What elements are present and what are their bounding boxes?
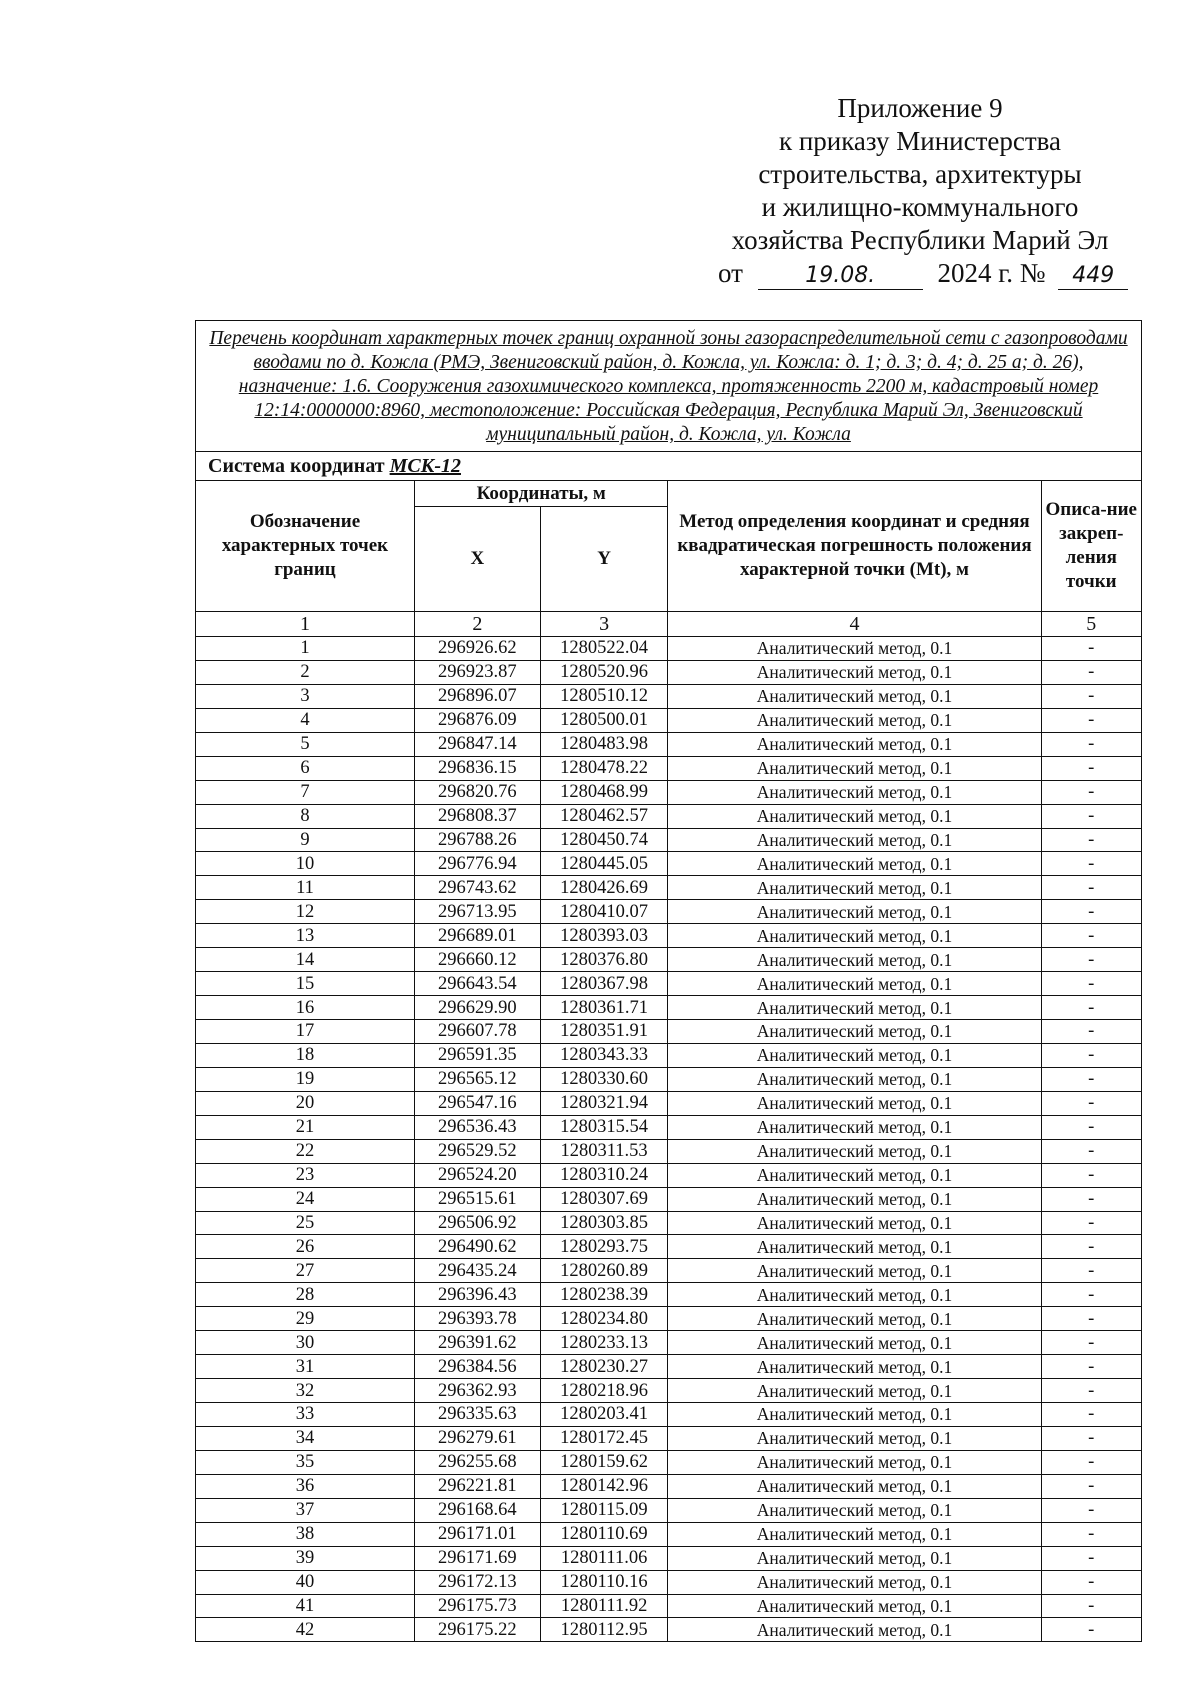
cell-method: Аналитический метод, 0.1	[668, 684, 1041, 708]
cell-description: -	[1041, 804, 1141, 828]
cell-y: 1280142.96	[540, 1474, 668, 1498]
cell-y: 1280311.53	[540, 1139, 668, 1163]
header-x: X	[414, 507, 540, 612]
cell-x: 296643.54	[414, 972, 540, 996]
cell-x: 296172.13	[414, 1570, 540, 1594]
cell-y: 1280293.75	[540, 1235, 668, 1259]
table-row	[196, 732, 1141, 756]
cell-x: 296168.64	[414, 1498, 540, 1522]
year-text: 2024 г. №	[937, 258, 1046, 288]
cell-method: Аналитический метод, 0.1	[668, 1139, 1041, 1163]
cell-y: 1280307.69	[540, 1187, 668, 1211]
cell-point: 23	[196, 1163, 414, 1187]
cell-description: -	[1041, 1331, 1141, 1355]
cell-method: Аналитический метод, 0.1	[668, 1546, 1041, 1570]
column-number: 2	[414, 612, 540, 637]
cell-description: -	[1041, 1211, 1141, 1235]
column-number: 3	[540, 612, 668, 637]
cell-description: -	[1041, 684, 1141, 708]
header-y: Y	[540, 507, 668, 612]
table-row	[196, 756, 1141, 780]
cell-x: 296529.52	[414, 1139, 540, 1163]
cell-description: -	[1041, 852, 1141, 876]
cell-y: 1280233.13	[540, 1331, 668, 1355]
cell-method: Аналитический метод, 0.1	[668, 948, 1041, 972]
cell-x: 296393.78	[414, 1307, 540, 1331]
cell-method: Аналитический метод, 0.1	[668, 876, 1041, 900]
cell-description: -	[1041, 948, 1141, 972]
cell-x: 296926.62	[414, 637, 540, 661]
cell-x: 296175.22	[414, 1618, 540, 1641]
cell-method: Аналитический метод, 0.1	[668, 972, 1041, 996]
table-row	[196, 1522, 1141, 1546]
cell-point: 19	[196, 1067, 414, 1091]
cell-y: 1280111.92	[540, 1594, 668, 1618]
column-number: 5	[1041, 612, 1141, 637]
cell-y: 1280110.69	[540, 1522, 668, 1546]
table-row	[196, 1139, 1141, 1163]
cell-y: 1280468.99	[540, 780, 668, 804]
cell-point: 39	[196, 1546, 414, 1570]
cell-point: 9	[196, 828, 414, 852]
table-row	[196, 1115, 1141, 1139]
cell-point: 13	[196, 924, 414, 948]
table-row	[196, 900, 1141, 924]
cell-x: 296776.94	[414, 852, 540, 876]
cell-method: Аналитический метод, 0.1	[668, 828, 1041, 852]
cell-y: 1280310.24	[540, 1163, 668, 1187]
cell-method: Аналитический метод, 0.1	[668, 1498, 1041, 1522]
table-row	[196, 1187, 1141, 1211]
appendix-line: строительства, архитектуры	[758, 159, 1082, 189]
cell-method: Аналитический метод, 0.1	[668, 1618, 1041, 1641]
cell-x: 296279.61	[414, 1426, 540, 1450]
table-row	[196, 1283, 1141, 1307]
coordinate-system-value: МСК-12	[389, 455, 461, 477]
table-row	[196, 1570, 1141, 1594]
cell-x: 296689.01	[414, 924, 540, 948]
coordinate-system-label: Система координат	[208, 455, 385, 477]
cell-y: 1280218.96	[540, 1379, 668, 1403]
table-row	[196, 996, 1141, 1020]
cell-x: 296565.12	[414, 1067, 540, 1091]
table-row	[196, 1331, 1141, 1355]
table-row	[196, 1379, 1141, 1403]
cell-y: 1280230.27	[540, 1355, 668, 1379]
cell-y: 1280376.80	[540, 948, 668, 972]
cell-x: 296836.15	[414, 756, 540, 780]
cell-point: 16	[196, 996, 414, 1020]
cell-method: Аналитический метод, 0.1	[668, 660, 1041, 684]
cell-method: Аналитический метод, 0.1	[668, 1474, 1041, 1498]
cell-y: 1280426.69	[540, 876, 668, 900]
table-row	[196, 804, 1141, 828]
cell-x: 296490.62	[414, 1235, 540, 1259]
cell-method: Аналитический метод, 0.1	[668, 780, 1041, 804]
table-row	[196, 1426, 1141, 1450]
cell-point: 5	[196, 732, 414, 756]
cell-x: 296515.61	[414, 1187, 540, 1211]
date-prefix: от	[718, 258, 743, 288]
cell-method: Аналитический метод, 0.1	[668, 1522, 1041, 1546]
coordinate-system-line	[196, 452, 1141, 481]
cell-y: 1280361.71	[540, 996, 668, 1020]
cell-x: 296384.56	[414, 1355, 540, 1379]
cell-description: -	[1041, 1020, 1141, 1044]
cell-method: Аналитический метод, 0.1	[668, 1259, 1041, 1283]
cell-method: Аналитический метод, 0.1	[668, 1570, 1041, 1594]
cell-x: 296820.76	[414, 780, 540, 804]
cell-method: Аналитический метод, 0.1	[668, 1426, 1041, 1450]
cell-method: Аналитический метод, 0.1	[668, 1067, 1041, 1091]
cell-description: -	[1041, 900, 1141, 924]
cell-x: 296788.26	[414, 828, 540, 852]
appendix-line: Приложение 9	[837, 93, 1003, 123]
cell-description: -	[1041, 756, 1141, 780]
cell-method: Аналитический метод, 0.1	[668, 996, 1041, 1020]
cell-y: 1280500.01	[540, 708, 668, 732]
cell-point: 36	[196, 1474, 414, 1498]
cell-point: 27	[196, 1259, 414, 1283]
cell-x: 296536.43	[414, 1115, 540, 1139]
table-row	[196, 1618, 1141, 1641]
cell-x: 296591.35	[414, 1043, 540, 1067]
cell-description: -	[1041, 1187, 1141, 1211]
table-row	[196, 660, 1141, 684]
cell-point: 8	[196, 804, 414, 828]
cell-description: -	[1041, 1259, 1141, 1283]
appendix-line: к приказу Министерства	[778, 126, 1062, 156]
cell-x: 296896.07	[414, 684, 540, 708]
cell-x: 296255.68	[414, 1450, 540, 1474]
table-row	[196, 1259, 1141, 1283]
table-row	[196, 948, 1141, 972]
cell-y: 1280234.80	[540, 1307, 668, 1331]
cell-description: -	[1041, 1115, 1141, 1139]
cell-method: Аналитический метод, 0.1	[668, 804, 1041, 828]
cell-x: 296923.87	[414, 660, 540, 684]
cell-y: 1280330.60	[540, 1067, 668, 1091]
cell-x: 296221.81	[414, 1474, 540, 1498]
table-row	[196, 1450, 1141, 1474]
cell-point: 21	[196, 1115, 414, 1139]
cell-x: 296391.62	[414, 1331, 540, 1355]
table-row	[196, 1403, 1141, 1427]
cell-description: -	[1041, 1091, 1141, 1115]
cell-y: 1280203.41	[540, 1403, 668, 1427]
cell-description: -	[1041, 876, 1141, 900]
cell-x: 296743.62	[414, 876, 540, 900]
table-row	[196, 1474, 1141, 1498]
cell-x: 296629.90	[414, 996, 540, 1020]
cell-description: -	[1041, 1043, 1141, 1067]
cell-x: 296660.12	[414, 948, 540, 972]
cell-method: Аналитический метод, 0.1	[668, 1115, 1041, 1139]
cell-y: 1280238.39	[540, 1283, 668, 1307]
order-date-line	[700, 257, 1140, 290]
cell-point: 29	[196, 1307, 414, 1331]
cell-point: 41	[196, 1594, 414, 1618]
table-row	[196, 637, 1141, 661]
cell-y: 1280450.74	[540, 828, 668, 852]
cell-x: 296362.93	[414, 1379, 540, 1403]
cell-method: Аналитический метод, 0.1	[668, 1331, 1041, 1355]
appendix-line: и жилищно-коммунального	[761, 192, 1079, 222]
table-row	[196, 1355, 1141, 1379]
table-row	[196, 1067, 1141, 1091]
cell-description: -	[1041, 1426, 1141, 1450]
cell-description: -	[1041, 996, 1141, 1020]
cell-description: -	[1041, 1163, 1141, 1187]
cell-point: 12	[196, 900, 414, 924]
cell-point: 26	[196, 1235, 414, 1259]
cell-x: 296547.16	[414, 1091, 540, 1115]
cell-description: -	[1041, 1067, 1141, 1091]
handwritten-order-number: 449	[1058, 263, 1128, 290]
cell-y: 1280410.07	[540, 900, 668, 924]
cell-x: 296175.73	[414, 1594, 540, 1618]
table-row	[196, 1307, 1141, 1331]
cell-point: 35	[196, 1450, 414, 1474]
cell-y: 1280351.91	[540, 1020, 668, 1044]
cell-description: -	[1041, 1450, 1141, 1474]
cell-x: 296396.43	[414, 1283, 540, 1307]
cell-method: Аналитический метод, 0.1	[668, 1091, 1041, 1115]
cell-point: 24	[196, 1187, 414, 1211]
cell-y: 1280115.09	[540, 1498, 668, 1522]
cell-y: 1280321.94	[540, 1091, 668, 1115]
cell-point: 30	[196, 1331, 414, 1355]
cell-method: Аналитический метод, 0.1	[668, 1187, 1041, 1211]
cell-description: -	[1041, 708, 1141, 732]
cell-x: 296847.14	[414, 732, 540, 756]
cell-y: 1280393.03	[540, 924, 668, 948]
cell-point: 10	[196, 852, 414, 876]
cell-method: Аналитический метод, 0.1	[668, 1020, 1041, 1044]
table-row	[196, 828, 1141, 852]
table-row	[196, 684, 1141, 708]
cell-x: 296435.24	[414, 1259, 540, 1283]
cell-y: 1280303.85	[540, 1211, 668, 1235]
cell-y: 1280110.16	[540, 1570, 668, 1594]
cell-description: -	[1041, 1498, 1141, 1522]
cell-description: -	[1041, 637, 1141, 661]
column-number: 4	[668, 612, 1041, 637]
cell-method: Аналитический метод, 0.1	[668, 1283, 1041, 1307]
cell-x: 296607.78	[414, 1020, 540, 1044]
cell-y: 1280510.12	[540, 684, 668, 708]
cell-method: Аналитический метод, 0.1	[668, 1235, 1041, 1259]
cell-description: -	[1041, 660, 1141, 684]
cell-point: 28	[196, 1283, 414, 1307]
cell-y: 1280112.95	[540, 1618, 668, 1641]
cell-x: 296876.09	[414, 708, 540, 732]
cell-description: -	[1041, 1379, 1141, 1403]
cell-description: -	[1041, 780, 1141, 804]
cell-point: 37	[196, 1498, 414, 1522]
table-row	[196, 1211, 1141, 1235]
cell-method: Аналитический метод, 0.1	[668, 1379, 1041, 1403]
cell-description: -	[1041, 1307, 1141, 1331]
cell-description: -	[1041, 1403, 1141, 1427]
cell-y: 1280260.89	[540, 1259, 668, 1283]
cell-y: 1280159.62	[540, 1450, 668, 1474]
cell-point: 17	[196, 1020, 414, 1044]
cell-description: -	[1041, 1522, 1141, 1546]
cell-point: 25	[196, 1211, 414, 1235]
table-row	[196, 924, 1141, 948]
table-row	[196, 1020, 1141, 1044]
table-row	[196, 1498, 1141, 1522]
cell-point: 42	[196, 1618, 414, 1641]
cell-x: 296171.01	[414, 1522, 540, 1546]
table-row	[196, 708, 1141, 732]
cell-method: Аналитический метод, 0.1	[668, 1163, 1041, 1187]
cell-method: Аналитический метод, 0.1	[668, 756, 1041, 780]
table-row	[196, 1163, 1141, 1187]
cell-method: Аналитический метод, 0.1	[668, 1450, 1041, 1474]
cell-y: 1280445.05	[540, 852, 668, 876]
cell-description: -	[1041, 1546, 1141, 1570]
cell-description: -	[1041, 1618, 1141, 1641]
cell-x: 296713.95	[414, 900, 540, 924]
table-row	[196, 876, 1141, 900]
header-method: Метод определения координат и средняя квадратическая погрешность положения характерной точки (Mt), м	[668, 481, 1041, 612]
handwritten-date: 19.08.	[758, 263, 923, 290]
table-body	[196, 637, 1141, 1642]
cell-y: 1280462.57	[540, 804, 668, 828]
coordinates-table	[196, 481, 1141, 1641]
cell-y: 1280343.33	[540, 1043, 668, 1067]
cell-point: 7	[196, 780, 414, 804]
table-row	[196, 1043, 1141, 1067]
cell-description: -	[1041, 972, 1141, 996]
cell-x: 296506.92	[414, 1211, 540, 1235]
cell-point: 15	[196, 972, 414, 996]
cell-method: Аналитический метод, 0.1	[668, 1043, 1041, 1067]
cell-y: 1280478.22	[540, 756, 668, 780]
cell-y: 1280315.54	[540, 1115, 668, 1139]
cell-method: Аналитический метод, 0.1	[668, 732, 1041, 756]
cell-method: Аналитический метод, 0.1	[668, 1355, 1041, 1379]
header-coords: Координаты, м	[414, 481, 668, 507]
cell-y: 1280172.45	[540, 1426, 668, 1450]
cell-method: Аналитический метод, 0.1	[668, 1307, 1041, 1331]
appendix-line: хозяйства Республики Марий Эл	[731, 225, 1109, 255]
cell-x: 296808.37	[414, 804, 540, 828]
cell-y: 1280111.06	[540, 1546, 668, 1570]
cell-method: Аналитический метод, 0.1	[668, 708, 1041, 732]
cell-point: 3	[196, 684, 414, 708]
table-row	[196, 1594, 1141, 1618]
cell-description: -	[1041, 1139, 1141, 1163]
cell-point: 14	[196, 948, 414, 972]
table-row	[196, 1546, 1141, 1570]
cell-method: Аналитический метод, 0.1	[668, 637, 1041, 661]
cell-point: 20	[196, 1091, 414, 1115]
cell-point: 31	[196, 1355, 414, 1379]
cell-description: -	[1041, 732, 1141, 756]
cell-method: Аналитический метод, 0.1	[668, 1594, 1041, 1618]
cell-point: 38	[196, 1522, 414, 1546]
cell-point: 18	[196, 1043, 414, 1067]
cell-method: Аналитический метод, 0.1	[668, 900, 1041, 924]
header-description: Описа-ние закреп-ления точки	[1041, 481, 1141, 612]
cell-description: -	[1041, 1570, 1141, 1594]
cell-description: -	[1041, 828, 1141, 852]
table-row	[196, 1091, 1141, 1115]
coordinates-sheet	[195, 320, 1142, 1642]
document-title: Перечень координат характерных точек границ охранной зоны газораспределительной сети с газопроводами вводами по д. Кожла (РМЭ, Звениговский район, д. Кожла, ул. Кожла: д. 1; д. 3; д. 4; д. 25 а; д. 26), назначение: 1.6. Сооружения газохимического комплекса, протяженность 2200 м, кадастровый номер 12:14:0000000:8960, местоположение: Российская Федерация, Республика Марий Эл, Звениговский муниципальный район, д. Кожла, ул. Кожла	[196, 321, 1141, 452]
cell-description: -	[1041, 1474, 1141, 1498]
cell-method: Аналитический метод, 0.1	[668, 852, 1041, 876]
cell-description: -	[1041, 1283, 1141, 1307]
cell-point: 40	[196, 1570, 414, 1594]
cell-description: -	[1041, 1235, 1141, 1259]
cell-method: Аналитический метод, 0.1	[668, 1211, 1041, 1235]
table-row	[196, 972, 1141, 996]
column-number: 1	[196, 612, 414, 637]
cell-method: Аналитический метод, 0.1	[668, 924, 1041, 948]
cell-point: 34	[196, 1426, 414, 1450]
table-row	[196, 1235, 1141, 1259]
cell-y: 1280522.04	[540, 637, 668, 661]
cell-point: 33	[196, 1403, 414, 1427]
cell-point: 22	[196, 1139, 414, 1163]
cell-y: 1280367.98	[540, 972, 668, 996]
cell-method: Аналитический метод, 0.1	[668, 1403, 1041, 1427]
table-row	[196, 780, 1141, 804]
cell-y: 1280483.98	[540, 732, 668, 756]
appendix-block	[700, 92, 1140, 290]
cell-description: -	[1041, 924, 1141, 948]
cell-description: -	[1041, 1594, 1141, 1618]
cell-x: 296335.63	[414, 1403, 540, 1427]
cell-x: 296524.20	[414, 1163, 540, 1187]
cell-description: -	[1041, 1355, 1141, 1379]
cell-y: 1280520.96	[540, 660, 668, 684]
cell-point: 6	[196, 756, 414, 780]
cell-x: 296171.69	[414, 1546, 540, 1570]
cell-point: 32	[196, 1379, 414, 1403]
cell-point: 4	[196, 708, 414, 732]
header-point: Обозначение характерных точек границ	[196, 481, 414, 612]
table-row	[196, 852, 1141, 876]
cell-point: 2	[196, 660, 414, 684]
cell-point: 1	[196, 637, 414, 661]
cell-point: 11	[196, 876, 414, 900]
